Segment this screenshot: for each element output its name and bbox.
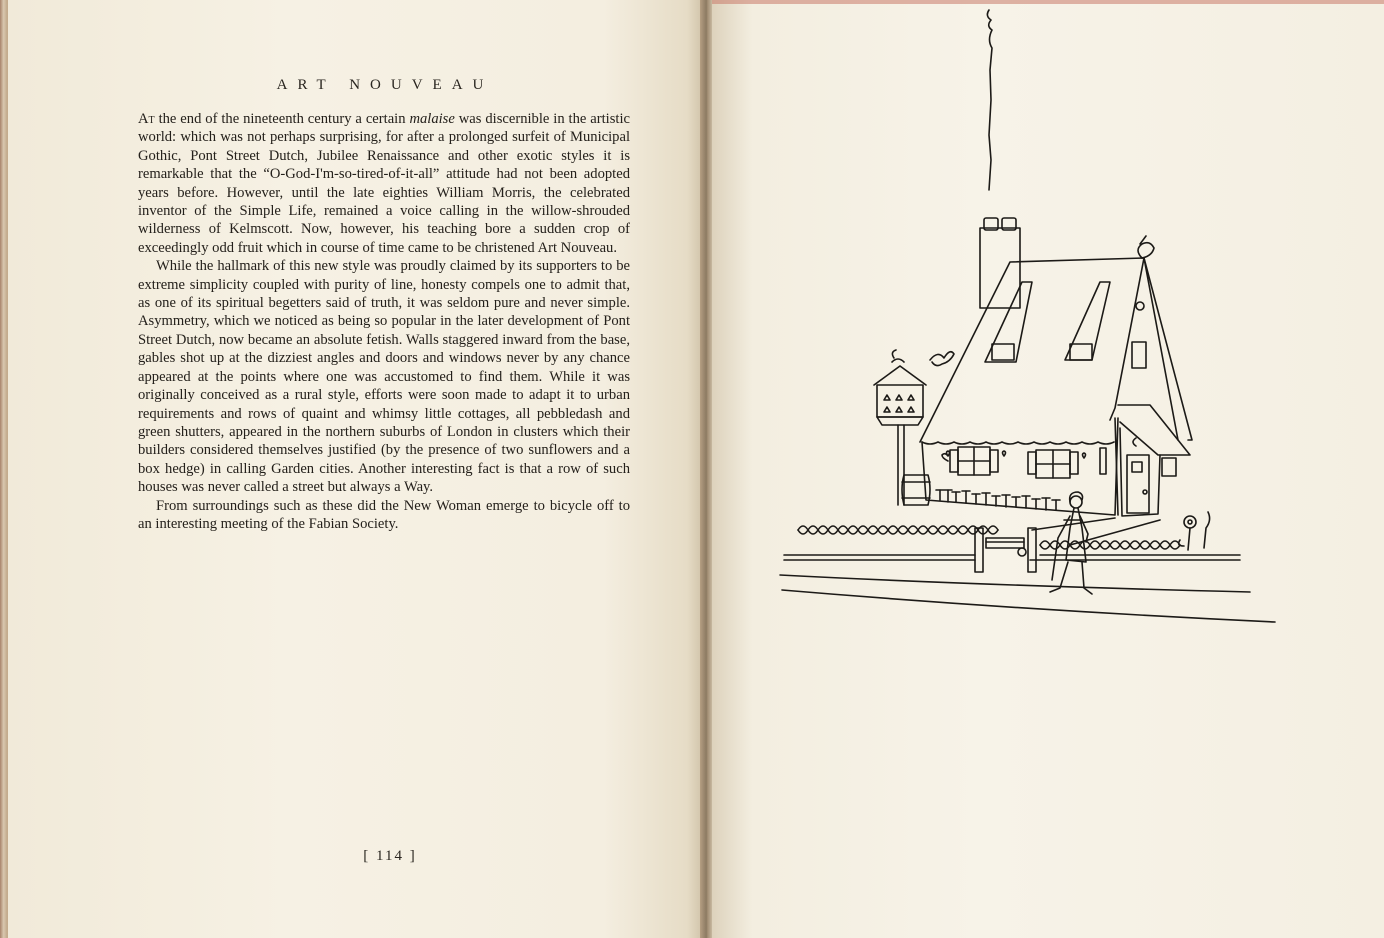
box-hedge bbox=[784, 526, 1240, 555]
paragraph-1-part-1: the end of the nineteenth century a certain bbox=[154, 111, 410, 127]
body-text bbox=[138, 110, 630, 533]
page-number: [ 114 ] bbox=[363, 848, 417, 864]
chimney-smoke bbox=[987, 10, 992, 190]
paragraph-1 bbox=[138, 110, 630, 257]
paragraph-1-part-2: was discernible in the artistic world: which was not perhaps surprising, for after a prolonged surfeit of Municipal Gothic, Pont Street Dutch, Jubilee Renaissance and other exotic styles it is remarkable that the “O-God-I'm-so-tired-of-it-all” attitude had not been adopted years before. However, until the late eighties William Morris, the celebrated inventor of the Simple Life, remained a voice calling in the willow-shrouded wilderness of Kelmscott. Now, however, his teaching bore a sudden crop of exceedingly odd fruit which in course of time came to be christened Art Nouveau. bbox=[138, 111, 630, 256]
cottage-illustration bbox=[770, 0, 1290, 640]
paragraph-2: While the hallmark of this new style was proudly claimed by its supporters to be extreme simplicity coupled with purity of line, honesty compels one to admit that, as one of its spiritual begetters said of truth, it was seldom pure and never simple. Asymmetry, which we noticed as being so popular in the later development of Pont Street Dutch, now became an absolute fetish. Walls staggered inward from the base, gables shot up at the dizziest angles and doors and windows never by any chance appeared at the points where one was accustomed to find them. While it was originally conceived as a rural style, efforts were soon made to adapt it to urban requirements and rows of quaint and whimsy little cottages, all pebbledash and green shutters, appeared in the northern suburbs of London in clusters which their builders considered themselves justified (by the presence of two sunflowers and a box hedge) in calling Garden cities. Another interesting fact is that a row of such houses was never called a street but always a Way. bbox=[138, 258, 630, 496]
italic-word: malaise bbox=[409, 111, 455, 127]
paragraph-3: From surroundings such as these did the New Woman emerge to bicycle off to an interesting meeting of the Fabian Society. bbox=[138, 497, 630, 532]
sunflowers bbox=[1179, 512, 1210, 550]
cottage bbox=[920, 218, 1192, 516]
running-head: ART NOUVEAU bbox=[276, 77, 494, 93]
opening-words: At bbox=[138, 111, 155, 127]
